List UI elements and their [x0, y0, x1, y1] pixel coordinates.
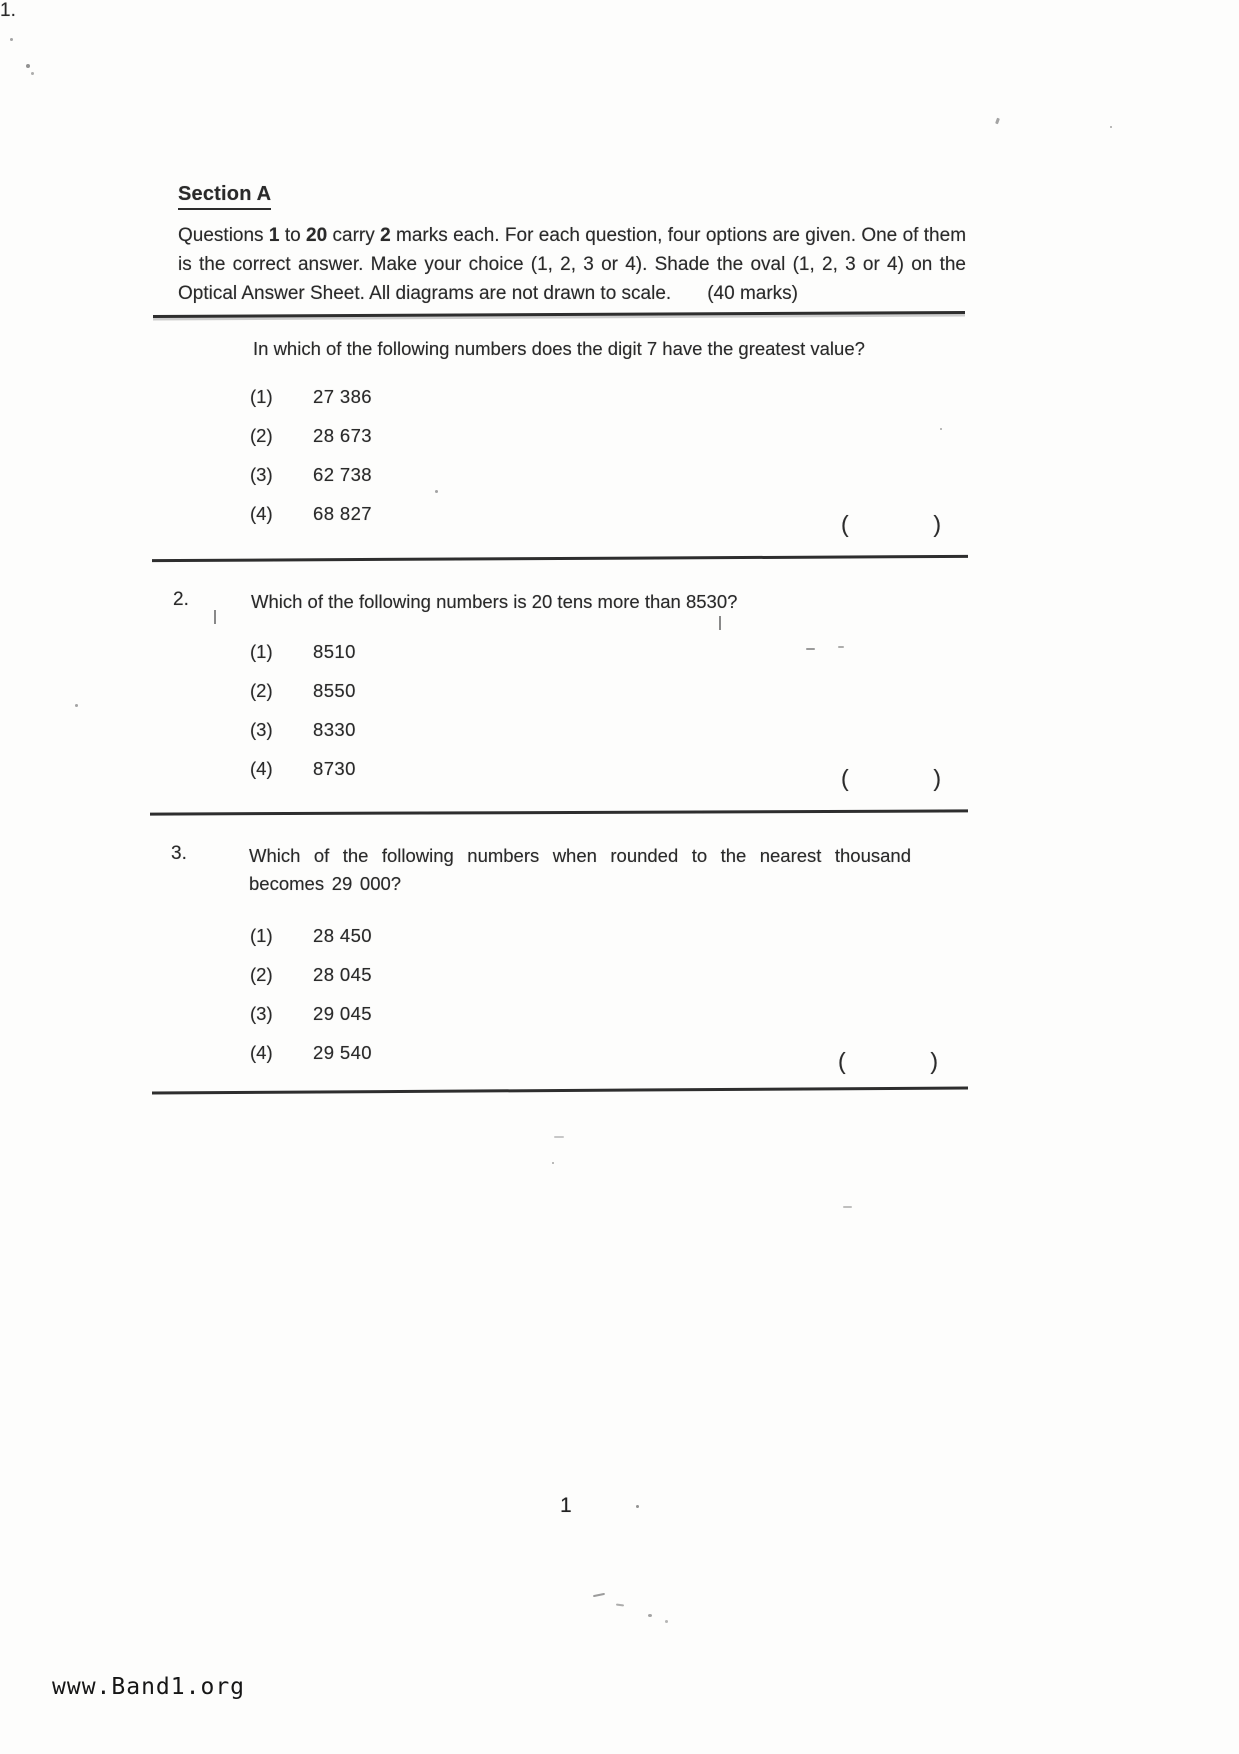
scan-speck — [1110, 126, 1112, 128]
divider-rule — [152, 1087, 968, 1094]
options-list — [250, 641, 356, 797]
bracket-open: ( — [841, 511, 849, 537]
question-number: 2. — [173, 589, 189, 610]
option-row — [250, 1003, 372, 1025]
option-value: 28 673 — [313, 425, 372, 446]
scan-speck — [940, 428, 942, 430]
answer-bracket — [841, 511, 941, 538]
scan-speck — [435, 490, 438, 493]
option-row — [250, 925, 372, 947]
option-label: (2) — [250, 680, 273, 701]
scan-speck — [214, 610, 216, 624]
question-number: 1. — [0, 0, 16, 21]
options-list — [250, 386, 372, 542]
option-row — [250, 680, 356, 702]
divider-rule — [150, 809, 968, 815]
scan-speck — [552, 1162, 554, 1164]
option-value: 29 045 — [313, 1003, 372, 1024]
scan-speck — [10, 38, 13, 41]
question-number: 3. — [171, 843, 187, 864]
scan-speck — [843, 1206, 852, 1208]
option-label: (4) — [250, 503, 273, 524]
option-value: 28 450 — [313, 925, 372, 946]
option-value: 62 738 — [313, 464, 372, 485]
option-value: 8730 — [313, 758, 356, 779]
bracket-open: ( — [841, 765, 849, 791]
bracket-close: ) — [933, 511, 941, 537]
option-label: (3) — [250, 464, 273, 485]
option-row — [250, 386, 372, 408]
option-row — [250, 425, 372, 447]
marks-total: (40 marks) — [707, 283, 798, 304]
question-text: Which of the following numbers when rounded to the nearest thousand becomes 29 000? — [249, 845, 911, 894]
divider-rule — [153, 311, 965, 317]
option-row — [250, 464, 372, 486]
scan-speck — [593, 1593, 605, 1597]
question-text: Which of the following numbers is 20 tens more than 8530? — [251, 591, 738, 612]
scan-speck — [665, 1620, 668, 1623]
divider-rule — [152, 555, 968, 562]
option-label: (4) — [250, 758, 273, 779]
intro-text: marks each. For each question, four options are given. One of them is the correct answer. Make your choice (1, 2, 3 or 4). Shade the oval (1, 2, 3 or 4) on the Optical Answer Sheet. All diagrams are not drawn to scale. — [178, 225, 967, 304]
option-row — [250, 1042, 372, 1064]
option-label: (1) — [250, 925, 273, 946]
question-text: In which of the following numbers does the digit 7 have the greatest value? — [253, 338, 865, 359]
option-value: 29 540 — [313, 1042, 372, 1063]
option-value: 28 045 — [313, 964, 372, 985]
bracket-close: ) — [933, 765, 941, 791]
site-watermark: www.Band1.org — [52, 1674, 246, 1700]
intro-text: Questions — [178, 225, 269, 246]
option-row — [250, 719, 356, 741]
option-label: (1) — [250, 641, 273, 662]
scan-speck — [31, 72, 34, 75]
option-row — [250, 641, 356, 663]
scan-speck — [636, 1505, 639, 1508]
scan-speck — [648, 1614, 652, 1617]
scan-speck — [75, 704, 78, 707]
answer-bracket — [841, 765, 941, 792]
bracket-open: ( — [838, 1048, 846, 1074]
option-label: (3) — [250, 1003, 273, 1024]
intro-bold-number: 1 — [268, 225, 280, 246]
intro-bold-number: 2 — [380, 225, 391, 246]
option-label: (2) — [250, 425, 273, 446]
intro-text: to — [279, 225, 307, 246]
scan-speck — [616, 1603, 624, 1606]
option-row — [250, 758, 356, 780]
option-value: 8510 — [313, 641, 356, 662]
intro-text: carry — [327, 225, 381, 246]
section-title: Section A — [178, 183, 271, 210]
scan-speck — [719, 616, 721, 630]
option-label: (2) — [250, 964, 273, 985]
scan-speck — [806, 648, 815, 650]
page-number: 1 — [560, 1494, 572, 1517]
scan-speck — [838, 646, 844, 648]
option-row — [250, 964, 372, 986]
option-value: 8330 — [313, 719, 356, 740]
intro-bold-number: 20 — [306, 225, 328, 246]
option-label: (3) — [250, 719, 273, 740]
option-value: 8550 — [313, 680, 356, 701]
option-value: 27 386 — [313, 386, 372, 407]
option-row — [250, 503, 372, 525]
scan-speck — [995, 118, 1000, 125]
option-value: 68 827 — [313, 503, 372, 524]
scan-speck — [26, 64, 30, 68]
options-list — [250, 925, 372, 1081]
answer-bracket — [838, 1048, 938, 1075]
bracket-close: ) — [930, 1048, 938, 1074]
option-label: (4) — [250, 1042, 273, 1063]
option-label: (1) — [250, 386, 273, 407]
section-instructions — [178, 221, 966, 308]
scan-speck — [554, 1136, 564, 1138]
